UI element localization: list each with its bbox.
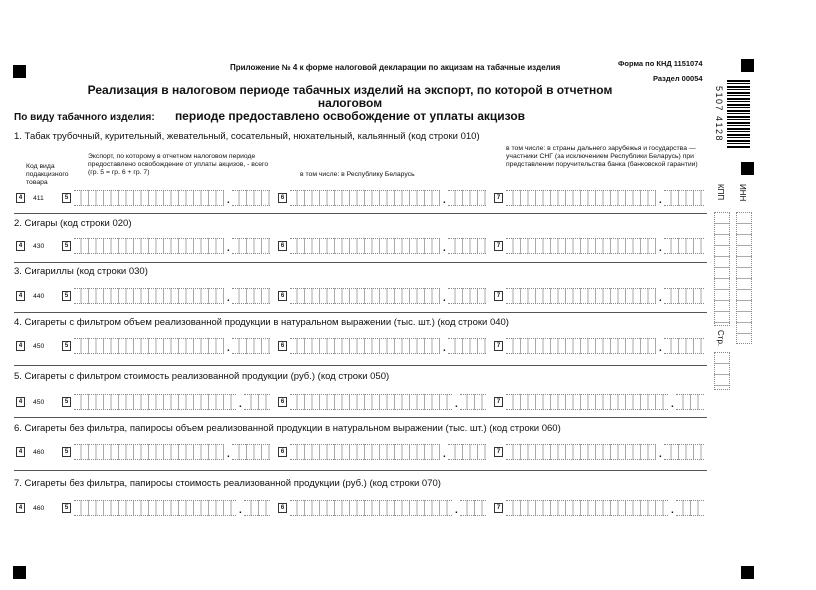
export-total-fraction-field[interactable] <box>232 338 270 354</box>
barcode <box>727 80 750 148</box>
side-marker-right <box>741 162 754 175</box>
export-total-integer-field[interactable] <box>74 238 224 254</box>
col-header-code: Код вида подакцизного товара <box>26 163 69 186</box>
section-title: 3. Сигариллы (код строки 030) <box>14 266 148 277</box>
export-total-integer-field[interactable] <box>74 444 224 460</box>
corner-marker-top-right <box>741 59 754 72</box>
belarus-fraction-field[interactable] <box>460 394 486 410</box>
belarus-integer-field[interactable] <box>290 288 440 304</box>
foreign-integer-field[interactable] <box>506 190 656 206</box>
col-number-6: 6 <box>278 341 287 351</box>
inn-field[interactable] <box>736 212 752 344</box>
decimal-point: . <box>443 449 446 460</box>
decimal-point: . <box>659 195 662 206</box>
col-number-4: 4 <box>16 341 25 351</box>
section-divider <box>14 312 707 313</box>
decimal-point: . <box>239 505 242 516</box>
decimal-point: . <box>443 343 446 354</box>
decimal-point: . <box>659 449 662 460</box>
belarus-fraction-field[interactable] <box>448 338 486 354</box>
product-code: 460 <box>33 449 45 456</box>
col-number-7: 7 <box>494 341 503 351</box>
form-code: Форма по КНД 1151074 <box>618 59 703 68</box>
col-number-7: 7 <box>494 241 503 251</box>
foreign-fraction-field[interactable] <box>664 238 704 254</box>
export-total-integer-field[interactable] <box>74 190 224 206</box>
corner-marker-top-left <box>13 65 26 78</box>
foreign-fraction-field[interactable] <box>664 190 704 206</box>
decimal-point: . <box>671 399 674 410</box>
foreign-integer-field[interactable] <box>506 444 656 460</box>
page-label: Стр. <box>716 330 725 347</box>
barcode-number: 5107 4128 <box>714 86 724 143</box>
col-number-6: 6 <box>278 291 287 301</box>
decimal-point: . <box>443 243 446 254</box>
export-total-fraction-field[interactable] <box>232 288 270 304</box>
export-total-fraction-field[interactable] <box>244 394 270 410</box>
export-total-integer-field[interactable] <box>74 500 236 516</box>
kpp-field[interactable] <box>714 212 730 326</box>
export-total-integer-field[interactable] <box>74 338 224 354</box>
belarus-integer-field[interactable] <box>290 190 440 206</box>
col-number-7: 7 <box>494 503 503 513</box>
col-number-4: 4 <box>16 503 25 513</box>
section-title: 1. Табак трубочный, курительный, жевательный, сосательный, нюхательный, кальянный (код строки 010) <box>14 131 480 142</box>
foreign-integer-field[interactable] <box>506 394 668 410</box>
section-code: Раздел 00054 <box>653 74 703 83</box>
col-number-7: 7 <box>494 397 503 407</box>
product-code: 450 <box>33 343 45 350</box>
col-number-6: 6 <box>278 447 287 457</box>
col-number-4: 4 <box>16 447 25 457</box>
belarus-integer-field[interactable] <box>290 444 440 460</box>
foreign-fraction-field[interactable] <box>676 394 704 410</box>
belarus-fraction-field[interactable] <box>448 288 486 304</box>
col-number-5: 5 <box>62 193 71 203</box>
section-divider <box>14 470 707 471</box>
foreign-fraction-field[interactable] <box>676 500 704 516</box>
appendix-header: Приложение № 4 к форме налоговой декларации по акцизам на табачные изделия <box>230 63 561 72</box>
page-field[interactable] <box>714 352 730 390</box>
product-code: 440 <box>33 293 45 300</box>
decimal-point: . <box>227 243 230 254</box>
foreign-fraction-field[interactable] <box>664 338 704 354</box>
title-line-1: Реализация в налоговом периоде табачных изделий на экспорт, по которой в отчетном налоговом <box>87 83 613 110</box>
decimal-point: . <box>227 195 230 206</box>
belarus-integer-field[interactable] <box>290 238 440 254</box>
product-code: 411 <box>33 195 44 202</box>
export-total-fraction-field[interactable] <box>244 500 270 516</box>
product-code: 450 <box>33 399 45 406</box>
col-number-6: 6 <box>278 397 287 407</box>
decimal-point: . <box>227 343 230 354</box>
belarus-fraction-field[interactable] <box>448 238 486 254</box>
col-number-4: 4 <box>16 397 25 407</box>
product-code: 460 <box>33 505 45 512</box>
decimal-point: . <box>443 293 446 304</box>
decimal-point: . <box>659 243 662 254</box>
decimal-point: . <box>455 399 458 410</box>
decimal-point: . <box>239 399 242 410</box>
corner-marker-bottom-right <box>741 566 754 579</box>
decimal-point: . <box>659 293 662 304</box>
section-divider <box>14 365 707 366</box>
export-total-integer-field[interactable] <box>74 394 236 410</box>
foreign-integer-field[interactable] <box>506 338 656 354</box>
belarus-integer-field[interactable] <box>290 394 452 410</box>
section-title: 6. Сигареты без фильтра, папиросы объем реализованной продукции в натуральном выражении (тыс. шт.) (код строки 060) <box>14 423 561 434</box>
col-number-4: 4 <box>16 241 25 251</box>
section-title: 5. Сигареты с фильтром стоимость реализованной продукции (руб.) (код строки 050) <box>14 371 390 382</box>
col-header-foreign: в том числе: в страны дальнего зарубежья и государства — участники СНГ (за исключением Республики Беларусь) при представлении поручительства банка (банковской гарантии) <box>506 145 698 168</box>
foreign-fraction-field[interactable] <box>664 288 704 304</box>
col-number-5: 5 <box>62 341 71 351</box>
section-title: 7. Сигареты без фильтра, папиросы стоимость реализованной продукции (руб.) (код строки 070) <box>14 478 441 489</box>
col-header-belarus: в том числе: в Республику Беларусь <box>300 171 415 178</box>
col-number-4: 4 <box>16 291 25 301</box>
section-title: 4. Сигареты с фильтром объем реализованной продукции в натуральном выражении (тыс. шт.) (код строки 040) <box>14 317 509 328</box>
title-line-2: периоде предоставлено освобождение от уплаты акцизов <box>174 109 526 123</box>
corner-marker-bottom-left <box>13 566 26 579</box>
foreign-integer-field[interactable] <box>506 288 656 304</box>
section-divider <box>14 262 707 263</box>
section-title: 2. Сигары (код строки 020) <box>14 218 132 229</box>
belarus-fraction-field[interactable] <box>448 444 486 460</box>
belarus-fraction-field[interactable] <box>448 190 486 206</box>
col-number-7: 7 <box>494 447 503 457</box>
col-number-6: 6 <box>278 241 287 251</box>
col-number-7: 7 <box>494 291 503 301</box>
belarus-integer-field[interactable] <box>290 338 440 354</box>
col-number-5: 5 <box>62 503 71 513</box>
col-header-export: Экспорт, по которому в отчетном налоговом периоде предоставлено освобождение от уплаты акцизов, - всего (гр. 5 = гр. 6 + гр. 7) <box>88 153 269 176</box>
export-total-fraction-field[interactable] <box>232 190 270 206</box>
section-divider <box>14 417 707 418</box>
inn-label: ИНН <box>738 184 747 202</box>
col-number-5: 5 <box>62 447 71 457</box>
col-number-5: 5 <box>62 291 71 301</box>
col-number-5: 5 <box>62 241 71 251</box>
kpp-label: КПП <box>716 184 725 201</box>
decimal-point: . <box>659 343 662 354</box>
decimal-point: . <box>455 505 458 516</box>
foreign-integer-field[interactable] <box>506 500 668 516</box>
belarus-integer-field[interactable] <box>290 500 452 516</box>
decimal-point: . <box>227 449 230 460</box>
export-total-integer-field[interactable] <box>74 288 224 304</box>
by-type-label: По виду табачного изделия: <box>14 112 155 123</box>
export-total-fraction-field[interactable] <box>232 444 270 460</box>
belarus-fraction-field[interactable] <box>460 500 486 516</box>
decimal-point: . <box>671 505 674 516</box>
decimal-point: . <box>227 293 230 304</box>
col-number-5: 5 <box>62 397 71 407</box>
col-number-6: 6 <box>278 503 287 513</box>
section-divider <box>14 213 707 214</box>
col-number-4: 4 <box>16 193 25 203</box>
product-code: 430 <box>33 243 45 250</box>
col-number-7: 7 <box>494 193 503 203</box>
col-number-6: 6 <box>278 193 287 203</box>
foreign-integer-field[interactable] <box>506 238 656 254</box>
export-total-fraction-field[interactable] <box>232 238 270 254</box>
foreign-fraction-field[interactable] <box>664 444 704 460</box>
decimal-point: . <box>443 195 446 206</box>
